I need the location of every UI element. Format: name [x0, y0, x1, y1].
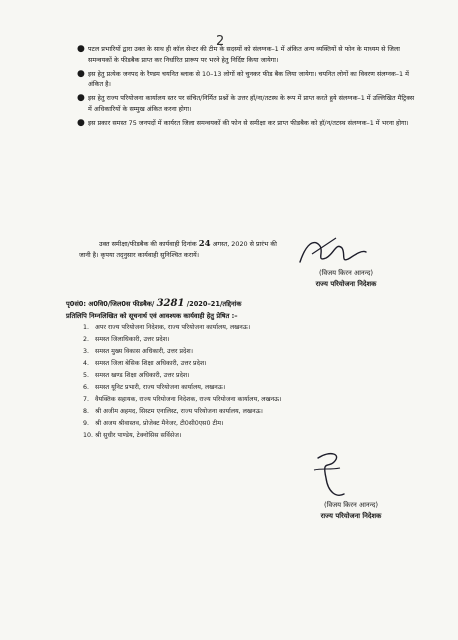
list-item: 7. वैयक्तिक सहायक, राज्य परियोजना निदेशक, राज्य परियोजना कार्यालय, लखनऊ।: [83, 395, 282, 403]
signatory-name: (विजय किरन आनन्द): [323, 501, 379, 509]
copy-recipients-list: [83, 323, 393, 443]
closing-paragraph: उक्त समीक्षा/फीडबैक की कार्यवाही दिनांक 24 अगस्त, 2020 से प्रारंभ की जानी है। कृपया तद्नुसार कार्यवाही सुनिश्चित करायें।: [79, 239, 277, 259]
handwritten-date: 24: [198, 239, 211, 249]
bullet-item: ● इस हेतु राज्य परियोजना कार्यालय स्तर पर संचित/निर्मित प्रश्नों के उत्तर हॉ/ना/तटस्थ के रूप में प्राप्त करते हुये संलग्नक–1 में उल्लिखित मैट्रिक्स में अधिकारियों के सम्मुख अंकित करना होगा।: [77, 93, 415, 113]
instruction-bullets: [79, 44, 419, 132]
list-item: 1. अपर राज्य परियोजना निदेशक, राज्य परियोजना कार्यालय, लखनऊ।: [83, 324, 251, 331]
list-item: 8. श्री अजीम अहमद, सिस्टम एनालिस्ट, राज्य परियोजना कार्यालय, लखनऊ।: [83, 407, 263, 415]
signatory-designation: राज्य परियोजना निदेशक: [320, 512, 382, 520]
signature-mark-1: [292, 232, 372, 272]
bullet-dot-icon: ●: [77, 93, 85, 104]
signatory-name: (विजय किरन आनन्द): [318, 269, 374, 277]
signatory-designation: राज्य परियोजना निदेशक: [315, 280, 377, 288]
signature-block-2: [276, 500, 426, 522]
list-item: 3. समस्त मुख्य विकास अधिकारी, उत्तर प्रदेश।: [83, 347, 193, 355]
bullet-item: ● इस हेतु प्रत्येक जनपद के रैण्डम चयनित ब्लाक से 10–13 लोगों को चुनकर फीड बैक लिया जायेगा। चयनित लोगों का विवरण संलग्नक–1 में अंकित है।: [77, 68, 409, 89]
list-item: 2. समस्त जिलाधिकारी, उत्तर प्रदेश।: [83, 335, 170, 343]
list-item: 9. श्री अजय श्रीवास्तव, प्रोजेक्ट मैनेजर, टी0सी0एस0 टीम।: [83, 419, 224, 427]
page-number-mark: 2: [216, 34, 225, 49]
bullet-item: ● पटल प्रभारियों द्वारा उक्त के साथ ही कॉल सेन्टर की टीम के सदस्यों को संलग्नक–1 में अंकित अन्य व्यक्तियों से फोन के माध्यम से जिला समन्वयकों के फीडबैक प्राप्त कर निर्धारित प्रारूप पर भरने हेतु निर्दिष्ट किया जायेगा।: [77, 44, 400, 64]
list-item: 10. श्री सुधीर पाण्डेय, टेक्नोसिस सर्विसेज।: [83, 431, 182, 439]
signature-block-1: [276, 268, 416, 290]
bullet-dot-icon: ●: [77, 44, 85, 54]
reference-number-line: पृ0सं0: अ0वि0/जिल0स फीडबैक/ 3281 /2020–21/तद्दिनांक: [66, 298, 242, 309]
list-item: 5. समस्त खण्ड शिक्षा अधिकारी, उत्तर प्रदेश।: [83, 371, 190, 379]
bullet-dot-icon: ●: [77, 117, 85, 128]
bullet-item: ● इस प्रकार समस्त 75 जनपदों में कार्यरत जिला समन्वयकों की फोन से समीक्षा कर प्राप्त फीडबैक को हॉ/न/तटस्थ संलग्नक–1 में भरना होगा।: [77, 117, 409, 128]
list-item: 6. समस्त यूनिट प्रभारी, राज्य परियोजना कार्यालय, लखनऊ।: [83, 383, 226, 391]
list-item: 4. समस्त जिला बेसिक शिक्षा अधिकारी, उत्तर प्रदेश।: [83, 359, 207, 367]
handwritten-reference-number: 3281: [156, 298, 185, 309]
copy-to-heading: प्रतिलिपि निम्नलिखित को सूचनार्थ एवं आवश्यक कार्यवाही हेतु प्रेषित :–: [66, 312, 238, 320]
signature-mark-2: [300, 448, 360, 504]
bullet-dot-icon: ●: [77, 68, 85, 79]
